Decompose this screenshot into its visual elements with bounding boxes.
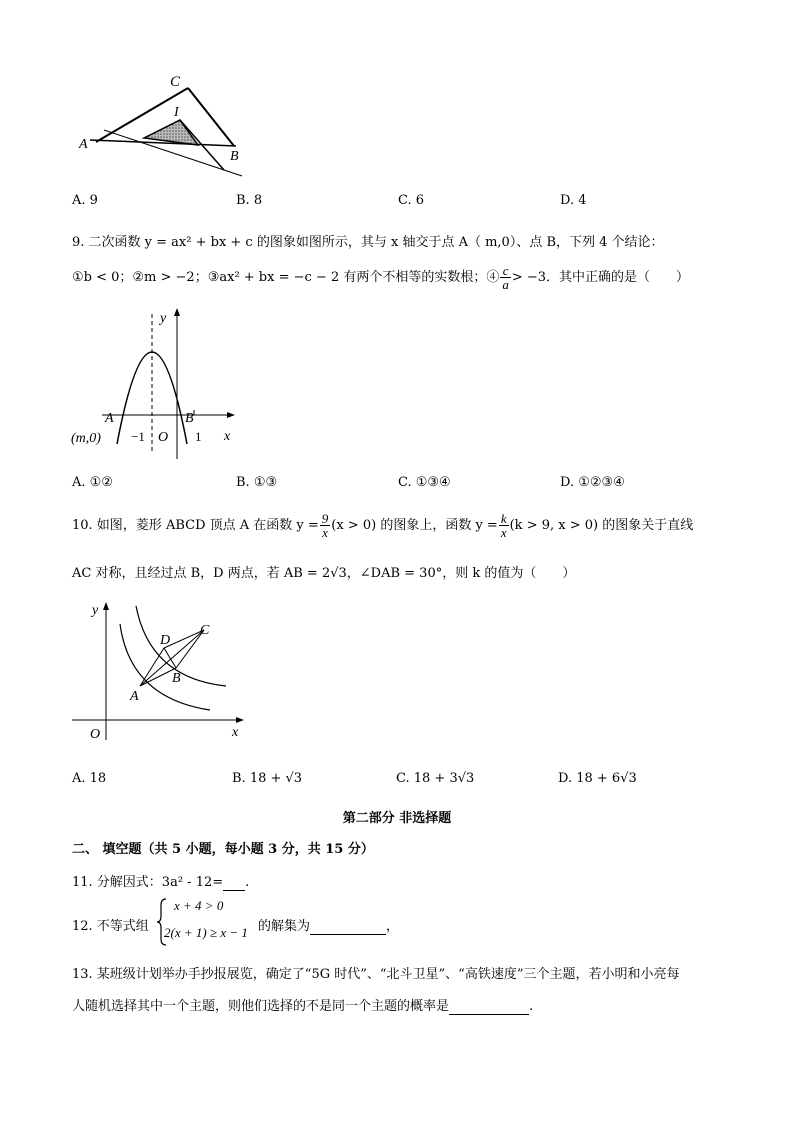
q9-frac-num: c — [500, 264, 511, 278]
q12-inequality-2: 2(x + 1) ≥ x − 1 — [164, 925, 248, 940]
q9-label-m0: (m,0) — [71, 431, 101, 446]
q8-label-B: B — [230, 149, 239, 164]
q10-f1-den: x — [322, 525, 328, 540]
q9-label-y: y — [160, 311, 167, 326]
q8-triangle-figure — [76, 70, 266, 180]
q8-label-I: I — [174, 105, 179, 120]
q9-parabola-figure — [70, 304, 240, 462]
q10-label-B: B — [172, 671, 181, 686]
q10-rhombus-figure — [68, 598, 248, 746]
q9-option-c: C. ①③④ — [398, 475, 451, 490]
q8-option-b: B. 8 — [236, 193, 263, 208]
q8-label-C: C — [170, 74, 181, 90]
q11 — [72, 871, 249, 891]
q10-fraction-1 — [320, 512, 331, 539]
q8-option-a: A. 9 — [72, 193, 98, 208]
q10-stem-line1 — [72, 512, 693, 539]
q10-label-D: D — [160, 633, 171, 648]
part2-title: 第二部分 非选择题 — [342, 811, 452, 826]
q11-end: . — [245, 875, 250, 890]
q10-label-C: C — [200, 623, 210, 638]
q10-label-O: O — [90, 727, 101, 742]
q8-option-d: D. 4 — [560, 193, 587, 208]
q9-label-x: x — [224, 429, 231, 444]
q10-f2-num: k — [500, 511, 507, 526]
q10-label-y: y — [92, 603, 99, 618]
q9-stem-line2-b: > −3．其中正确的是（ ） — [511, 270, 690, 285]
q12-answer-line — [258, 915, 399, 935]
q13-line2 — [72, 995, 533, 1015]
q10-option-a: A. 18 — [72, 771, 107, 786]
q9-fraction — [500, 264, 511, 291]
q9-option-a: A. ①② — [72, 475, 113, 490]
q9-stem-line1: 9. 二次函数 y = ax² + bx + c 的图象如图所示，其与 x 轴交于点 A（ m,0）、点 B，下列 4 个结论： — [72, 235, 664, 250]
q10-stem-line2: AC 对称，且经过点 B，D 两点，若 AB = 2√3，∠DAB = 30°，则 k 的值为（ ） — [72, 566, 576, 581]
q9-label-O: O — [158, 430, 169, 445]
q10-stem-b: (x > 0) 的图象上，函数 y = — [331, 518, 498, 533]
q12-suffix: 的解集为 — [258, 919, 311, 934]
q8-option-c: C. 6 — [398, 193, 425, 208]
q9-option-d: D. ①②③④ — [560, 475, 625, 490]
q10-option-c: C. 18 + 3√3 — [396, 771, 475, 786]
q9-option-b: B. ①③ — [236, 475, 278, 490]
q13-line2-text: 人随机选择其中一个主题，则他们选择的不是同一个主题的概率是 — [72, 999, 450, 1014]
q9-label-neg1: −1 — [131, 429, 145, 444]
q9-label-A: A — [105, 411, 114, 426]
q13-line1: 13. 某班级计划举办手抄报展览，确定了“5G 时代”、“北斗卫星”、“高铁速度”三个主题，若小明和小亮每 — [72, 967, 680, 982]
q11-answer-blank[interactable] — [223, 875, 245, 891]
q10-stem-a: 10. 如图，菱形 ABCD 顶点 A 在函数 y = — [72, 518, 319, 533]
q10-label-x: x — [232, 725, 239, 740]
q11-text: 11. 分解因式：3a² - 12= — [72, 875, 224, 890]
q12-prefix: 12. 不等式组 — [72, 919, 149, 934]
q9-label-1: 1 — [195, 429, 202, 444]
q10-f1-num: 9 — [321, 511, 329, 526]
q10-fraction-2 — [499, 512, 509, 539]
q9-stem-line2 — [72, 264, 689, 291]
q13-end: . — [529, 999, 534, 1014]
q9-frac-den: a — [502, 277, 509, 292]
q10-label-A: A — [130, 689, 139, 704]
q13-answer-blank[interactable] — [449, 999, 529, 1015]
q10-stem-c: (k > 9, x > 0) 的图象关于直线 — [509, 518, 694, 533]
section2-title: 二、 填空题（共 5 小题，每小题 3 分，共 15 分） — [72, 842, 374, 857]
q10-option-b: B. 18 + √3 — [232, 771, 303, 786]
q10-f2-den: x — [500, 525, 507, 540]
q12-end: ， — [386, 919, 400, 934]
q10-option-d: D. 18 + 6√3 — [558, 771, 637, 786]
q12-inequality-1: x + 4 > 0 — [174, 898, 224, 913]
q12-answer-blank[interactable] — [310, 919, 386, 935]
q9-stem-line2-a: ①b < 0；②m > −2；③ax² + bx = −c − 2 有两个不相等的实数根；④ — [72, 270, 500, 285]
q8-label-A: A — [79, 137, 88, 152]
q9-label-B: B — [185, 411, 194, 426]
